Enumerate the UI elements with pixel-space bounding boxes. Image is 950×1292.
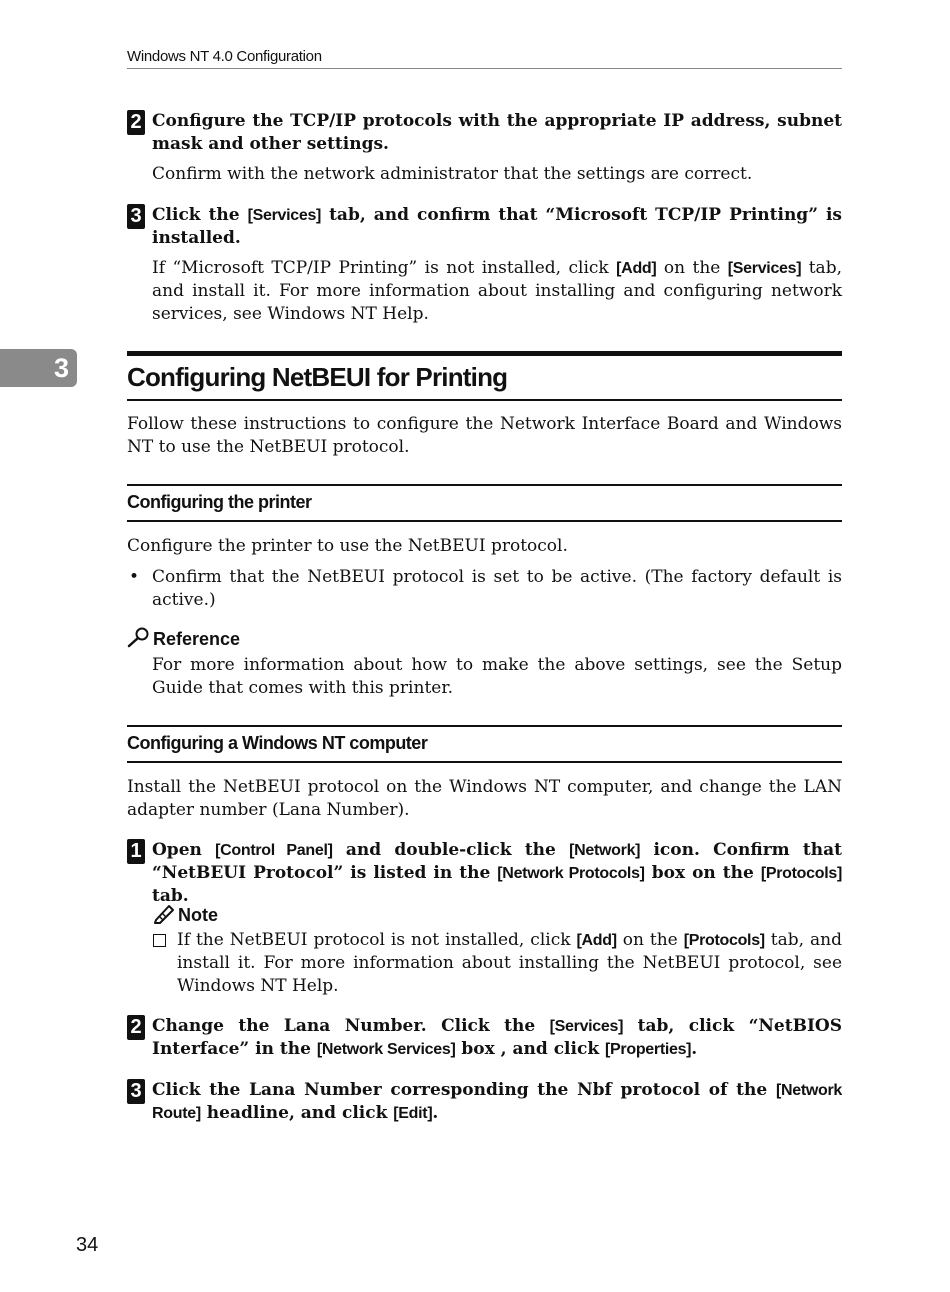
note-label-row	[152, 902, 218, 926]
step-body: Confirm with the network administrator that the settings are correct.	[152, 164, 753, 184]
protocols-tab-ref: [Protocols]	[760, 865, 842, 882]
list-item	[127, 566, 842, 612]
step-body: If “Microsoft TCP/IP Printing” is not installed, click [Add] on the [Services] tab, and install it. For more information about installing and configuring network services, see Windows NT Help.	[152, 258, 842, 324]
section-title: Configuring NetBEUI for Printing	[127, 362, 842, 401]
bullet-icon: •	[129, 567, 140, 587]
properties-button-ref: [Properties]	[605, 1041, 692, 1058]
magnifier-icon	[127, 626, 151, 648]
subsection-heading-computer: Configuring a Windows NT computer	[127, 725, 842, 763]
computer-step-1	[127, 839, 842, 908]
computer-step-3	[127, 1079, 842, 1125]
section-intro: Follow these instructions to configure the Network Interface Board and Windows NT to use the NetBEUI protocol.	[127, 414, 842, 457]
note-label: Note	[178, 905, 218, 925]
add-button-ref: [Add]	[616, 260, 657, 277]
step-number-badge: 1	[127, 839, 145, 864]
step-title: Open [Control Panel] and double-click the [Network] icon. Confirm that “NetBEUI Protocol” is listed in the [Network Protocols] box on the [Protocols] tab.	[152, 840, 842, 906]
computer-intro: Install the NetBEUI protocol on the Windows NT computer, and change the LAN adapter number (Lana Number).	[127, 777, 842, 820]
add-button-ref: [Add]	[576, 932, 617, 949]
step-number-badge: 3	[127, 1079, 145, 1104]
step-title: Change the Lana Number. Click the [Services] tab, click “NetBIOS Interface” in the [Network Services] box , and click [Properties].	[152, 1016, 842, 1059]
reference-label: Reference	[153, 629, 241, 649]
network-protocols-ref: [Network Protocols]	[497, 865, 645, 882]
step-title: Configure the TCP/IP protocols with the appropriate IP address, subnet mask and other settings.	[152, 111, 842, 154]
page-number: 34	[76, 1234, 99, 1256]
network-services-ref: [Network Services]	[316, 1041, 456, 1058]
subsection-heading-printer: Configuring the printer	[127, 484, 842, 522]
reference-label-row	[127, 626, 240, 650]
tcpip-step-3	[127, 204, 842, 326]
services-tab-ref: [Services]	[549, 1018, 624, 1035]
step-title: Click the Lana Number corresponding the Nbf protocol of the [Network Route] headline, and click [Edit].	[152, 1080, 842, 1123]
chapter-tab: 3	[0, 349, 77, 387]
reference-text: For more information about how to make the above settings, see the Setup Guide that comes with this printer.	[152, 655, 842, 698]
running-header: Windows NT 4.0 Configuration	[127, 48, 842, 69]
control-panel-ref: [Control Panel]	[215, 842, 333, 859]
section-rule	[127, 351, 842, 356]
services-tab-ref: [Services]	[247, 207, 322, 224]
step-title: Click the [Services] tab, and confirm that “Microsoft TCP/IP Printing” is installed.	[152, 205, 842, 248]
protocols-tab-ref: [Protocols]	[683, 932, 765, 949]
step-number-badge: 2	[127, 110, 145, 135]
tcpip-step-2	[127, 110, 842, 186]
checkbox-square-icon	[153, 934, 166, 947]
step-number-badge: 3	[127, 204, 145, 229]
network-route-ref: [Network Route]	[152, 1082, 842, 1122]
edit-button-ref: [Edit]	[393, 1105, 433, 1122]
printer-intro: Configure the printer to use the NetBEUI protocol.	[127, 536, 568, 556]
network-icon-ref: [Network]	[569, 842, 641, 859]
bullet-text: Confirm that the NetBEUI protocol is set to be active. (The factory default is active.)	[152, 567, 842, 610]
note-item	[152, 929, 842, 998]
services-tab-ref: [Services]	[727, 260, 802, 277]
computer-step-2	[127, 1015, 842, 1061]
pencil-icon	[152, 902, 176, 924]
note-text: If the NetBEUI protocol is not installed, click [Add] on the [Protocols] tab, and install it. For more information about installing the NetBEUI protocol, see Windows NT Help.	[177, 930, 842, 996]
step-number-badge: 2	[127, 1015, 145, 1040]
